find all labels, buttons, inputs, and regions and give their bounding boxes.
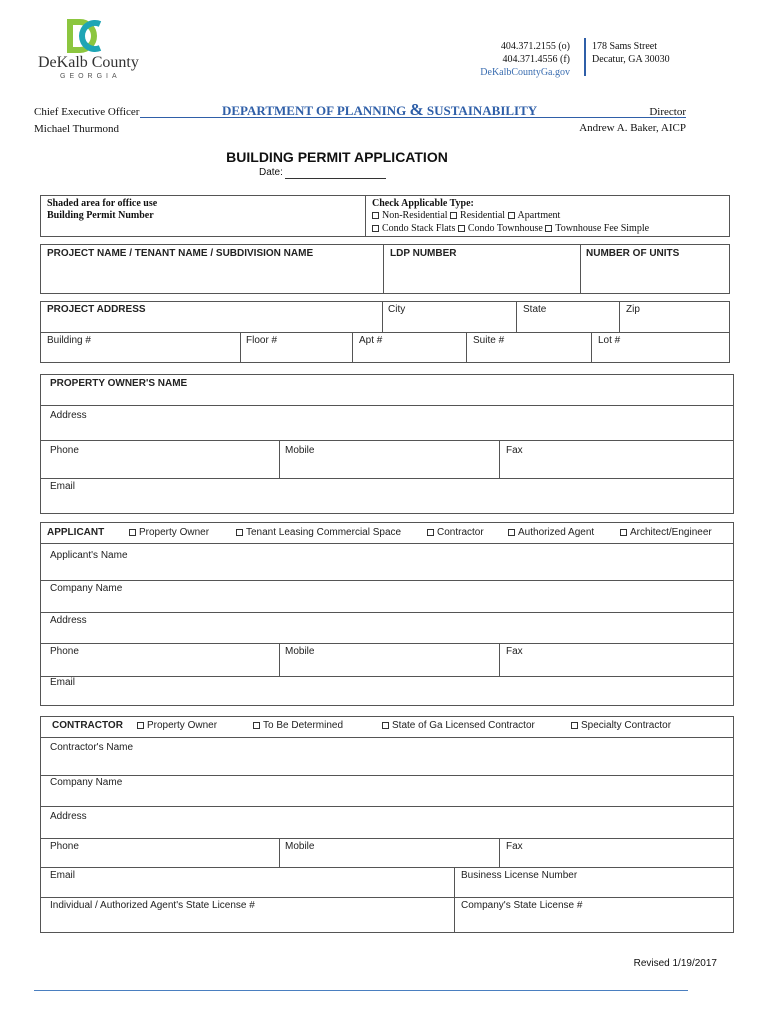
office-use-divider — [365, 195, 366, 237]
owner-address-field[interactable]: Address — [50, 410, 87, 421]
applicant-email-field[interactable]: Email — [50, 677, 76, 688]
option-label: Condo Townhouse — [467, 223, 543, 234]
checkbox-icon — [620, 529, 627, 536]
applicant-company-field[interactable]: Company Name — [50, 583, 123, 594]
check-type-label: Check Applicable Type: — [372, 198, 474, 209]
checkbox-icon — [571, 722, 578, 729]
address-line1: 178 Sams Street — [592, 41, 657, 52]
website-link[interactable]: DeKalbCountyGa.gov — [480, 67, 570, 78]
divider — [352, 332, 353, 363]
applicant-option-property-owner[interactable] — [129, 527, 209, 538]
type-row-2 — [372, 223, 649, 234]
header-divider — [584, 38, 586, 76]
option-label: Apartment — [517, 210, 561, 221]
floor-number-field[interactable]: Floor # — [246, 335, 278, 346]
checkbox-icon — [236, 529, 243, 536]
applicant-address-field[interactable]: Address — [50, 615, 87, 626]
option-label: Property Owner — [139, 527, 210, 538]
divider — [580, 244, 581, 294]
option-label: Authorized Agent — [518, 527, 595, 538]
divider — [240, 332, 241, 363]
option-label: State of Ga Licensed Contractor — [392, 720, 535, 731]
divider — [40, 676, 734, 677]
divider — [499, 643, 500, 676]
divider — [40, 897, 734, 898]
applicant-fax-field[interactable]: Fax — [506, 646, 523, 657]
state-field[interactable]: State — [523, 304, 547, 315]
project-name-field[interactable]: PROJECT NAME / TENANT NAME / SUBDIVISION NAME — [47, 248, 314, 259]
department-part1: DEPARTMENT OF PLANNING — [222, 103, 407, 118]
divider — [40, 737, 734, 738]
agent-state-license-field[interactable]: Individual / Authorized Agent's State License # — [50, 900, 255, 911]
ceo-title: Chief Executive Officer — [34, 106, 140, 118]
divider — [40, 838, 734, 839]
address-block — [592, 40, 670, 66]
owner-email-field[interactable]: Email — [50, 481, 76, 492]
checkbox-icon — [253, 722, 260, 729]
contractor-address-field[interactable]: Address — [50, 811, 87, 822]
department-part2: SUSTAINABILITY — [426, 103, 538, 118]
contractor-mobile-field[interactable]: Mobile — [285, 841, 315, 852]
divider — [40, 580, 734, 581]
option-label: Property Owner — [147, 720, 218, 731]
option-label: To Be Determined — [263, 720, 344, 731]
divider — [619, 301, 620, 332]
divider — [40, 440, 734, 441]
checkbox-icon — [372, 212, 379, 219]
divider — [40, 543, 734, 544]
checkbox-icon — [545, 225, 552, 232]
applicant-option-authorized-agent[interactable] — [508, 527, 594, 538]
option-label: Residential — [460, 210, 506, 221]
contact-block — [470, 40, 570, 79]
divider — [40, 405, 734, 406]
owner-phone-field[interactable]: Phone — [50, 445, 79, 456]
company-state-license-field[interactable]: Company's State License # — [461, 900, 583, 911]
option-label: Contractor — [437, 527, 484, 538]
applicant-option-tenant[interactable] — [236, 527, 401, 538]
property-owner-section — [40, 374, 734, 514]
checkbox-condo-stack-flats[interactable] — [372, 223, 455, 234]
director-name: Andrew A. Baker, AICP — [579, 122, 686, 134]
applicant-heading: APPLICANT — [47, 527, 105, 538]
suite-number-field[interactable]: Suite # — [473, 335, 505, 346]
divider — [40, 867, 734, 868]
checkbox-non-residential[interactable] — [372, 210, 448, 221]
project-address-field[interactable]: PROJECT ADDRESS — [47, 304, 146, 315]
contractor-option-licensed[interactable] — [382, 720, 535, 731]
city-field[interactable]: City — [388, 304, 406, 315]
logo-state: GEORGIA — [60, 73, 121, 80]
checkbox-icon — [508, 212, 515, 219]
phone-fax: 404.371.4556 (f) — [502, 54, 570, 65]
divider — [591, 332, 592, 363]
option-label: Tenant Leasing Commercial Space — [246, 527, 402, 538]
divider — [40, 612, 734, 613]
contractor-phone-field[interactable]: Phone — [50, 841, 79, 852]
contractor-email-field[interactable]: Email — [50, 870, 76, 881]
divider — [499, 838, 500, 867]
applicant-name-field[interactable]: Applicant's Name — [50, 550, 128, 561]
divider — [40, 478, 734, 479]
logo-name: DeKalb County — [38, 54, 139, 71]
checkbox-icon — [372, 225, 379, 232]
owner-mobile-field[interactable]: Mobile — [285, 445, 315, 456]
department-amp: & — [409, 100, 424, 119]
checkbox-residential[interactable] — [450, 210, 505, 221]
owner-fax-field[interactable]: Fax — [506, 445, 523, 456]
divider — [516, 301, 517, 332]
contractor-name-field[interactable]: Contractor's Name — [50, 742, 134, 753]
checkbox-condo-townhouse[interactable] — [458, 223, 543, 234]
number-of-units-field[interactable]: NUMBER OF UNITS — [586, 248, 680, 259]
divider — [466, 332, 467, 363]
header-rule — [140, 117, 686, 118]
checkbox-icon — [508, 529, 515, 536]
director-title: Director — [649, 106, 686, 118]
checkbox-townhouse-fee-simple[interactable] — [545, 223, 649, 234]
form-title: BUILDING PERMIT APPLICATION — [226, 149, 448, 165]
date-label: Date: — [259, 167, 283, 178]
checkbox-icon — [129, 529, 136, 536]
divider — [383, 244, 384, 294]
phone-office: 404.371.2155 (o) — [500, 41, 570, 52]
contractor-heading: CONTRACTOR — [52, 720, 123, 731]
contractor-company-field[interactable]: Company Name — [50, 777, 123, 788]
applicant-mobile-field[interactable]: Mobile — [285, 646, 315, 657]
address-line2: Decatur, GA 30030 — [592, 54, 670, 65]
divider — [40, 643, 734, 644]
ceo-name: Michael Thurmond — [34, 123, 120, 135]
option-label: Specialty Contractor — [581, 720, 672, 731]
divider — [499, 440, 500, 478]
option-label: Condo Stack Flats — [382, 223, 456, 234]
revised-date: Revised 1/19/2017 — [633, 958, 717, 969]
applicant-option-architect[interactable] — [620, 527, 712, 538]
checkbox-icon — [450, 212, 457, 219]
building-permit-number-label: Building Permit Number — [47, 210, 154, 221]
zip-field[interactable]: Zip — [626, 304, 640, 315]
option-label: Non-Residential — [382, 210, 448, 221]
contractor-option-tbd[interactable] — [253, 720, 343, 731]
divider — [279, 643, 280, 676]
applicant-phone-field[interactable]: Phone — [50, 646, 79, 657]
checkbox-icon — [427, 529, 434, 536]
applicant-option-contractor[interactable] — [427, 527, 484, 538]
checkbox-icon — [382, 722, 389, 729]
contractor-fax-field[interactable]: Fax — [506, 841, 523, 852]
office-use-line1: Shaded area for office use — [47, 198, 158, 209]
checkbox-icon — [137, 722, 144, 729]
business-license-field[interactable]: Business License Number — [461, 870, 578, 881]
contractor-option-property-owner[interactable] — [137, 720, 217, 731]
divider — [279, 440, 280, 478]
footer-rule — [34, 990, 688, 991]
divider — [382, 301, 383, 332]
apt-number-field[interactable]: Apt # — [359, 335, 383, 346]
county-logo — [38, 18, 148, 80]
date-field[interactable] — [285, 177, 386, 179]
divider — [279, 838, 280, 867]
divider — [40, 332, 730, 333]
option-label: Architect/Engineer — [630, 527, 712, 538]
divider — [40, 775, 734, 776]
building-number-field[interactable]: Building # — [47, 335, 91, 346]
applicant-section — [40, 522, 734, 706]
option-label: Townhouse Fee Simple — [555, 223, 650, 234]
lot-number-field[interactable]: Lot # — [598, 335, 621, 346]
divider — [454, 867, 455, 933]
type-row-1 — [372, 210, 560, 221]
ldp-number-field[interactable]: LDP NUMBER — [390, 248, 457, 259]
owner-name-field[interactable]: PROPERTY OWNER'S NAME — [50, 378, 188, 389]
divider — [40, 806, 734, 807]
checkbox-icon — [458, 225, 465, 232]
checkbox-apartment[interactable] — [508, 210, 561, 221]
contractor-option-specialty[interactable] — [571, 720, 671, 731]
